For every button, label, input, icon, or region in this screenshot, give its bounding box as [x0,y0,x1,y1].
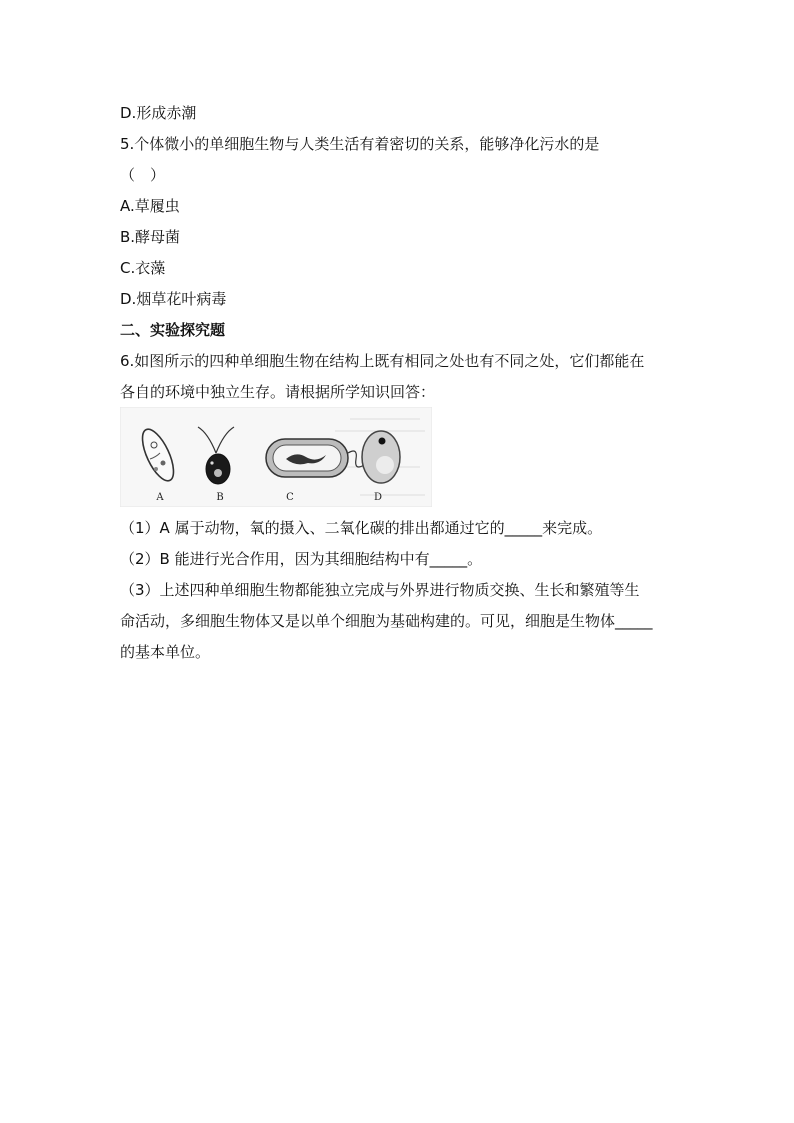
sub-question-2: （2）B 能进行光合作用，因为其细胞结构中有_____。 [120,550,483,568]
question-5-stem: 5.个体微小的单细胞生物与人类生活有着密切的关系，能够净化污水的是 [120,135,600,153]
label-b: B [216,492,224,503]
label-a: A [156,492,164,503]
section-heading: 二、实验探究题 [120,321,226,339]
question-5-blank: （ ） [120,166,166,184]
sub-question-3-line1: （3）上述四种单细胞生物都能独立完成与外界进行物质交换、生长和繁殖等生 [120,581,640,599]
sub-question-1: （1）A 属于动物，氧的摄入、二氧化碳的排出都通过它的_____来完成。 [120,519,603,537]
yeast-d-icon [362,431,400,483]
option-d-q5: D.烟草花叶病毒 [120,290,227,308]
label-d: D [373,492,383,503]
option-d-q4: D.形成赤潮 [120,104,197,122]
sub-question-3-line3: 的基本单位。 [120,643,211,661]
question-6-stem-line2: 各自的环境中独立生存。请根据所学知识回答： [120,383,436,401]
sub-question-3-line2: 命活动，多细胞生物体又是以单个细胞为基础构建的。可见，细胞是生物体_____ [120,612,653,630]
question-6-stem-line1: 6.如图所示的四种单细胞生物在结构上既有相同之处也有不同之处，它们都能在 [120,352,645,370]
cell-organisms-figure [120,407,432,507]
option-c-q5: C.衣藻 [120,259,166,277]
option-a-q5: A.草履虫 [120,197,180,215]
label-c: C [286,492,294,503]
option-b-q5: B.酵母菌 [120,228,181,246]
